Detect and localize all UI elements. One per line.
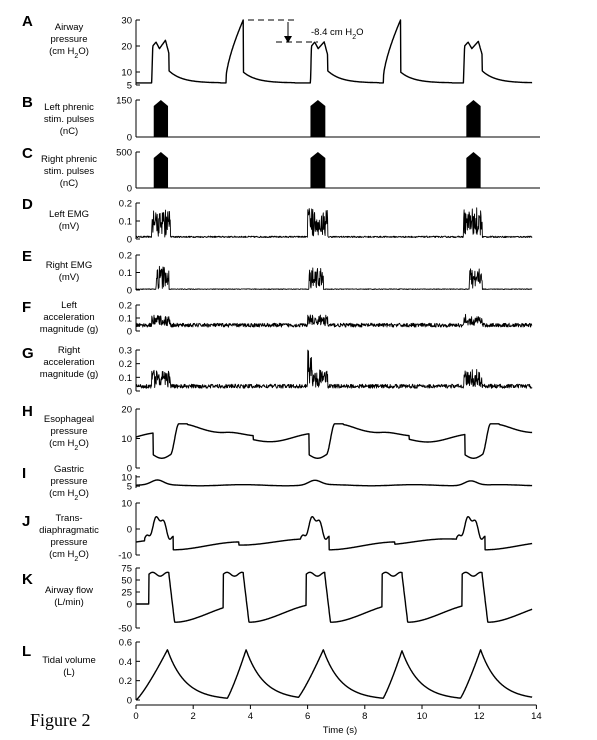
y-tick-label-G: 0.1 [118, 372, 132, 384]
y-tick-label-G: 0.2 [118, 359, 132, 371]
y-tick-label-L: 0 [126, 695, 132, 707]
trace-K [136, 572, 532, 622]
trace-D [136, 208, 532, 238]
panel-J [22, 499, 532, 563]
y-tick-label-C: 500 [116, 147, 132, 159]
stim-burst-B [310, 100, 325, 137]
ylabel-J-3: (cm $H_2O$) [49, 549, 89, 563]
y-tick-label-B: 0 [126, 132, 132, 144]
panel-letter-G: G [22, 345, 34, 362]
ylabel-D-1: (mV) [58, 221, 80, 232]
panel-letter-I: I [22, 465, 27, 482]
y-tick-label-K: 25 [121, 587, 132, 599]
y-tick-label-A: 20 [121, 41, 132, 53]
ylabel-A-0: Airway [54, 22, 84, 33]
y-tick-label-L: 0.4 [118, 656, 132, 668]
ylabel-K-1: (L/min) [54, 597, 84, 608]
y-tick-label-B: 150 [116, 95, 132, 107]
y-tick-label-L: 0.2 [118, 676, 132, 688]
stim-burst-C [310, 152, 325, 188]
y-tick-label-K: 0 [126, 599, 132, 611]
ylabel-L-1: (L) [63, 667, 75, 678]
ylabel-K-0: Airway flow [44, 585, 94, 596]
panel-letter-B: B [22, 94, 33, 111]
ylabel-D-0: Left EMG [48, 209, 90, 220]
panel-letter-E: E [22, 248, 33, 265]
panel-letter-K: K [22, 571, 33, 588]
ylabel-B-0: Left phrenic [44, 102, 94, 113]
y-tick-label-F: 0 [126, 326, 132, 338]
ylabel-L-0: Tidal volume [42, 655, 96, 666]
ylabel-G-1: acceleration [43, 357, 95, 368]
annotation-text: -8.4 cm $H_2O$ [311, 27, 364, 41]
ylabel-F-0: Left [61, 300, 77, 311]
trace-L [136, 650, 532, 700]
y-tick-label-I: 10 [121, 472, 132, 484]
ylabel-H-2: (cm $H_2O$) [49, 438, 89, 452]
panel-H [22, 403, 532, 475]
y-tick-label-E: 0 [126, 285, 132, 297]
ylabel-J-2: pressure [50, 537, 88, 548]
panel-letter-F: F [22, 299, 32, 316]
ylabel-C-0: Right phrenic [41, 154, 97, 165]
y-tick-label-J: 10 [121, 498, 132, 510]
panel-K [22, 564, 532, 635]
panel-G [22, 345, 532, 398]
y-tick-label-K: 75 [121, 563, 132, 575]
y-tick-label-K: 50 [121, 575, 132, 587]
x-tick-label: 10 [416, 711, 428, 722]
y-tick-label-D: 0.1 [118, 216, 132, 228]
ylabel-I-1: pressure [50, 476, 88, 487]
ylabel-C-1: stim. pulses [43, 166, 95, 177]
panel-B [22, 94, 540, 144]
ylabel-A-1: pressure [50, 34, 88, 45]
panel-I [22, 464, 532, 502]
ylabel-J-0: Trans- [55, 513, 83, 524]
x-tick-label: 14 [531, 711, 542, 722]
panel-letter-A: A [22, 13, 33, 30]
y-tick-label-H: 20 [121, 404, 132, 416]
ylabel-G-0: Right [57, 345, 81, 356]
panel-letter-L: L [22, 643, 32, 660]
panel-letter-J: J [22, 513, 31, 530]
x-tick-label: 0 [133, 711, 139, 722]
stim-burst-B [466, 100, 480, 137]
x-tick-label: 2 [190, 711, 196, 722]
y-tick-label-G: 0 [126, 386, 132, 398]
ylabel-I-2: (cm $H_2O$) [49, 488, 89, 502]
y-tick-label-F: 0.1 [118, 313, 132, 325]
ylabel-B-1: stim. pulses [43, 114, 95, 125]
y-tick-label-A: 30 [121, 15, 132, 27]
trace-E [136, 266, 532, 289]
y-tick-label-F: 0.2 [118, 300, 132, 312]
y-tick-label-I: 5 [126, 481, 132, 493]
ylabel-F-2: magnitude (g) [39, 324, 99, 335]
x-tick-label: 4 [247, 711, 254, 722]
y-tick-label-H: 10 [121, 434, 132, 445]
y-tick-label-A: 5 [126, 80, 132, 92]
ylabel-A-2: (cm $H_2O$) [49, 46, 89, 60]
x-axis [133, 705, 541, 736]
x-tick-label: 8 [362, 711, 368, 722]
y-tick-label-J: 0 [126, 524, 132, 536]
panel-letter-C: C [22, 145, 33, 162]
y-tick-label-C: 0 [126, 183, 132, 195]
stim-burst-C [154, 152, 168, 188]
panel-C [22, 145, 540, 195]
ylabel-G-2: magnitude (g) [39, 369, 99, 380]
y-tick-label-G: 0.3 [118, 345, 132, 357]
trace-J [136, 517, 532, 550]
ylabel-C-2: (nC) [59, 178, 79, 189]
y-tick-label-D: 0.2 [118, 198, 132, 210]
x-tick-label: 12 [473, 711, 485, 722]
ylabel-E-0: Right EMG [45, 260, 93, 271]
y-tick-label-A: 10 [121, 67, 132, 79]
stim-burst-B [154, 100, 168, 137]
stim-burst-C [466, 152, 480, 188]
panel-F [22, 299, 532, 338]
y-tick-label-J: -10 [118, 550, 132, 562]
trace-G [136, 350, 532, 388]
y-tick-label-L: 0.6 [118, 637, 132, 649]
figure-caption: Figure 2 [30, 710, 91, 730]
y-tick-label-E: 0.1 [118, 268, 132, 279]
ylabel-F-1: acceleration [43, 312, 95, 323]
trace-F [136, 314, 532, 327]
panel-letter-H: H [22, 403, 33, 420]
panel-E [22, 248, 532, 297]
y-tick-label-E: 0.2 [118, 250, 132, 262]
trace-I [136, 480, 532, 486]
y-tick-label-K: -50 [118, 623, 132, 635]
ylabel-B-2: (nC) [59, 126, 79, 137]
ylabel-I-0: Gastric [53, 464, 85, 475]
y-tick-label-H: 0 [126, 463, 132, 475]
x-tick-label: 6 [304, 711, 311, 722]
ylabel-H-1: pressure [50, 426, 88, 437]
y-tick-label-D: 0 [126, 234, 132, 246]
ylabel-H-0: Esophageal [43, 414, 95, 425]
panel-L [22, 638, 532, 707]
ylabel-E-1: (mV) [58, 272, 80, 283]
annotation-pressure-drop [248, 20, 363, 43]
panel-letter-D: D [22, 196, 33, 213]
ylabel-J-1: diaphragmatic [39, 525, 99, 536]
panel-A [22, 13, 532, 92]
trace-H [136, 424, 532, 459]
x-axis-label: Time (s) [322, 725, 358, 736]
panel-D [22, 196, 532, 246]
